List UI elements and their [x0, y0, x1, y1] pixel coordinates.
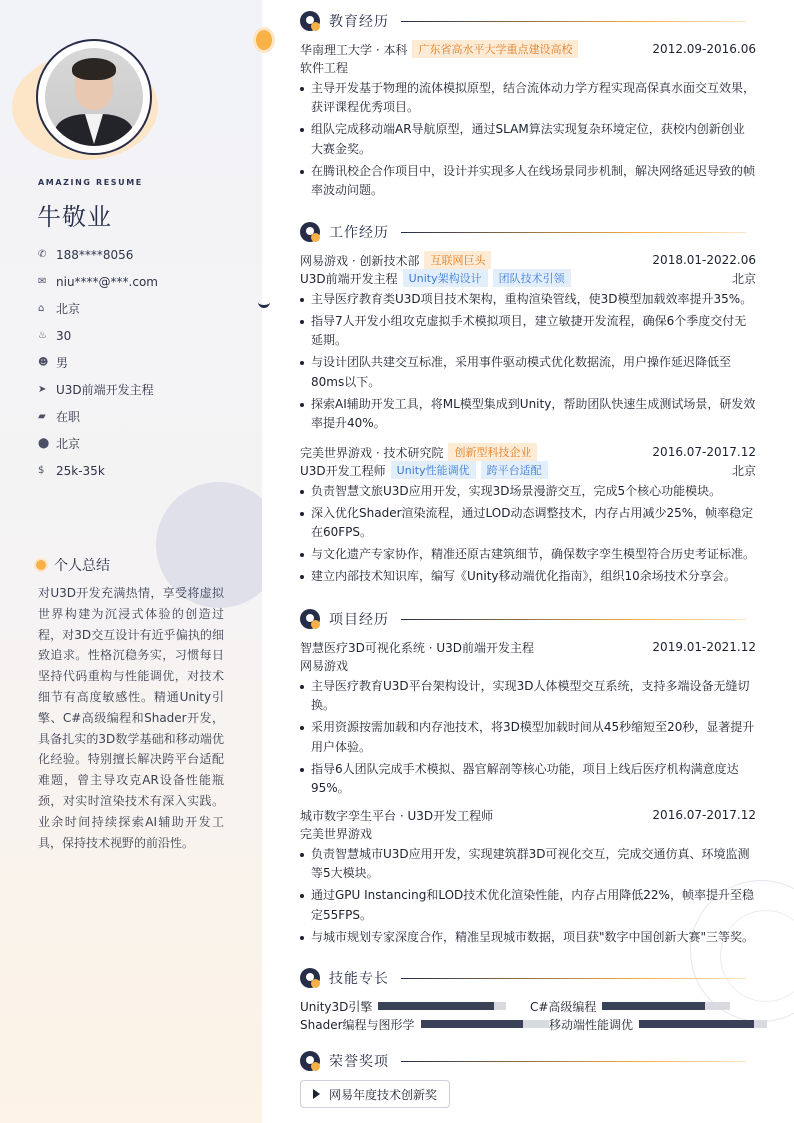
- skill-level-bar: [421, 1020, 549, 1028]
- company-name: 网易游戏 · 创新技术部: [300, 253, 420, 268]
- skill-level-bar: [602, 1002, 730, 1010]
- project-bullets: [300, 677, 756, 799]
- project-date: 2016.07-2017.12: [652, 808, 756, 822]
- projects-heading: [300, 609, 756, 629]
- skills-heading: [300, 968, 756, 988]
- skill-level-fill: [639, 1020, 754, 1028]
- summary-text: 对U3D开发充满热情，享受将虚拟世界构建为沉浸式体验的创造过程，对3D交互设计有近乎偏执的细致追求。性格沉稳务实，习惯每日坚持代码重构与性能调优，对技术细节有高度敏感性。精通Unity引擎、C#高级编程和Shader开发，具备扎实的3D数学基础和移动端优化经验。特别擅长解决跨平台适配难题，曾主导攻克AR设备性能瓶颈，对实时渲染技术有深入实践。业余时间持续探索AI辅助开发工具，保持技术视野的前沿性。: [38, 586, 224, 850]
- contact-row: [38, 241, 248, 268]
- job-bullet: 主导医疗教育类U3D项目技术架构，重构渲染管线，使3D模型加载效率提升35%。: [300, 290, 756, 310]
- contact-row: [38, 322, 248, 349]
- project-org-row: [300, 656, 756, 674]
- contact-row: [38, 457, 248, 484]
- cake-icon: ♨: [38, 330, 47, 341]
- contact-text: niu****@***.com: [56, 274, 158, 289]
- project-bullets: [300, 845, 756, 948]
- project-name: 城市数字孪生平台 · U3D开发工程师: [300, 808, 494, 823]
- award-name: 网易年度技术创新奖: [329, 1087, 438, 1102]
- sidebar: [0, 0, 262, 1123]
- company-tag: 互联网巨头: [424, 251, 491, 269]
- project-entry: [300, 638, 756, 799]
- education-heading: [300, 11, 756, 31]
- avatar-frame: [36, 39, 152, 155]
- education-bullets: [300, 79, 756, 201]
- contact-row: [38, 376, 248, 403]
- section-icon: [300, 222, 320, 242]
- education-bullet: 主导开发基于物理的流体模拟原型，结合流体动力学方程实现高保真水面交互效果，获评课程优秀项目。: [300, 79, 756, 118]
- project-date: 2019.01-2021.12: [652, 640, 756, 654]
- major: 软件工程: [300, 60, 349, 75]
- skill-item: [300, 1015, 549, 1033]
- school-name: 华南理工大学 · 本科: [300, 42, 408, 57]
- section-divider: [401, 619, 746, 620]
- contact-row: [38, 403, 248, 430]
- project-name: 智慧医疗3D可视化系统 · U3D前端开发主程: [300, 640, 534, 655]
- job-bullet: 与文化遗产专家协作，精准还原古建筑细节，确保数字孪生模型符合历史考证标准。: [300, 545, 756, 565]
- job-bullet: 指导7人开发小组攻克虚拟手术模拟项目，建立敏捷开发流程，确保6个季度交付无延期。: [300, 312, 756, 351]
- summary-title: 个人总结: [54, 558, 110, 574]
- education-date: 2012.09-2016.06: [652, 42, 756, 56]
- skill-tag: 跨平台适配: [481, 461, 548, 479]
- section-icon: [300, 968, 320, 988]
- contact-text: 188****8056: [56, 247, 134, 262]
- contact-list: [38, 241, 248, 484]
- company-name: 完美世界游戏 · 技术研究院: [300, 445, 444, 460]
- job-company-group: [300, 251, 491, 269]
- education-entry: [300, 40, 756, 201]
- avatar: [45, 48, 143, 146]
- section-title: 工作经历: [329, 225, 389, 241]
- contact-text: 北京: [56, 302, 81, 316]
- project-org: 完美世界游戏: [300, 826, 373, 841]
- job-entry: [300, 443, 756, 587]
- phone-icon: ✆: [38, 249, 47, 260]
- school-tag: 广东省高水平大学重点建设高校: [412, 40, 578, 58]
- project-header: [300, 638, 756, 656]
- contact-text: 男: [56, 356, 69, 370]
- job-date: 2018.01-2022.06: [652, 253, 756, 267]
- candidate-name: 牛敬业: [37, 203, 112, 231]
- job-entry: [300, 251, 756, 434]
- skill-item: [300, 997, 506, 1015]
- location-pin-icon: ⬤: [38, 438, 50, 449]
- summary-heading: [36, 555, 110, 575]
- job-bullet: 深入优化Shader渲染流程，通过LOD动态调整技术，内存占用减少25%，帧率稳定在60FPS。: [300, 504, 756, 543]
- award-badge: [300, 1080, 450, 1108]
- skill-level-bar: [378, 1002, 506, 1010]
- contact-row: [38, 349, 248, 376]
- job-bullets: [300, 290, 756, 434]
- contact-text: 北京: [56, 437, 81, 451]
- section-title: 项目经历: [329, 612, 389, 628]
- project-org: 网易游戏: [300, 658, 349, 673]
- skill-tag: Unity架构设计: [403, 269, 488, 287]
- job-bullet: 建立内部技术知识库，编写《Unity移动端优化指南》，组织10余场技术分享会。: [300, 567, 756, 587]
- contact-row: [38, 268, 248, 295]
- job-bullet: 探索AI辅助开发工具，将ML模型集成到Unity，帮助团队快速生成测试场景，研发效率提升40%。: [300, 395, 756, 434]
- job-company-group: [300, 443, 537, 461]
- section-divider: [401, 1061, 746, 1062]
- section-title: 教育经历: [329, 14, 389, 30]
- company-tag: 创新型科技企业: [448, 443, 537, 461]
- section-divider: [401, 21, 746, 22]
- section-divider: [401, 978, 746, 979]
- job-role: U3D开发工程师: [300, 463, 386, 478]
- project-bullet: 与城市规划专家深度合作，精准呈现城市数据，项目获"数字中国创新大赛"三等奖。: [300, 928, 756, 948]
- contact-row: [38, 295, 248, 322]
- mail-icon: ✉: [38, 276, 47, 287]
- skill-level-fill: [378, 1002, 493, 1010]
- job-bullets: [300, 482, 756, 587]
- home-icon: ⌂: [38, 303, 45, 314]
- job-date: 2016.07-2017.12: [652, 445, 756, 459]
- contact-text: 30: [56, 328, 72, 343]
- project-org-row: [300, 824, 756, 842]
- salary-icon: $: [38, 465, 45, 476]
- skill-name: Unity3D引擎: [300, 999, 373, 1014]
- resume-tagline: AMAZING RESUME: [38, 178, 143, 187]
- section-title: 技能专长: [329, 971, 389, 987]
- contact-text: 在职: [56, 410, 81, 424]
- project-header: [300, 806, 756, 824]
- project-bullet: 通过GPU Instancing和LOD技术优化渲染性能，内存占用降低22%，帧率提升至稳定55FPS。: [300, 886, 756, 925]
- section-divider: [401, 232, 746, 233]
- skill-item: [530, 997, 730, 1015]
- job-role: U3D前端开发主程: [300, 271, 398, 286]
- project-bullet: 负责智慧城市U3D应用开发，实现建筑群3D可视化交互，完成交通仿真、环境监测等5大模块。: [300, 845, 756, 884]
- skill-name: Shader编程与图形学: [300, 1017, 415, 1032]
- section-icon: [300, 609, 320, 629]
- job-role-row: [300, 269, 756, 287]
- awards-heading: [300, 1051, 756, 1071]
- job-city: 北京: [731, 463, 756, 478]
- skill-level-fill: [421, 1020, 523, 1028]
- project-entry: [300, 806, 756, 947]
- briefcase-icon: ▰: [38, 411, 46, 422]
- education-bullet: 组队完成移动端AR导航原型，通过SLAM算法实现复杂环境定位，获校内创新创业大赛金奖。: [300, 120, 756, 159]
- job-bullet: 负责智慧文旅U3D应用开发，实现3D场景漫游交互，完成5个核心功能模块。: [300, 482, 756, 502]
- skill-name: 移动端性能调优: [549, 1017, 634, 1032]
- job-role-row: [300, 461, 756, 479]
- job-city: 北京: [731, 271, 756, 286]
- job-bullet: 与设计团队共建交互标准，采用事件驱动模式优化数据流，用户操作延迟降低至80ms以下。: [300, 353, 756, 392]
- project-bullet: 指导6人团队完成手术模拟、器官解剖等核心功能，项目上线后医疗机构满意度达95%。: [300, 760, 756, 799]
- section-title: 荣誉奖项: [329, 1054, 389, 1070]
- skill-level-bar: [639, 1020, 767, 1028]
- job-role-group: [300, 269, 571, 287]
- send-icon: ➤: [38, 384, 47, 395]
- skill-name: C#高级编程: [530, 999, 597, 1014]
- contact-text: U3D前端开发主程: [56, 383, 154, 397]
- decorative-arc: [258, 296, 270, 308]
- gender-icon: ☻: [38, 357, 49, 368]
- work-heading: [300, 222, 756, 242]
- section-icon: [300, 11, 320, 31]
- section-icon: [300, 1051, 320, 1071]
- decorative-dot: [256, 30, 272, 50]
- job-header: [300, 251, 756, 269]
- job-role-group: [300, 461, 548, 479]
- education-bullet: 在腾讯校企合作项目中，设计并实现多人在线场景同步机制，解决网络延迟导致的帧率波动问题。: [300, 162, 756, 201]
- skill-item: [549, 1015, 767, 1033]
- skill-tag: 团队技术引领: [493, 269, 571, 287]
- job-header: [300, 443, 756, 461]
- contact-row: [38, 430, 248, 457]
- contact-text: 25k-35k: [56, 463, 105, 478]
- skill-tag: Unity性能调优: [391, 461, 476, 479]
- skill-level-fill: [602, 1002, 704, 1010]
- project-bullet: 主导医疗教育U3D平台架构设计，实现3D人体模型交互系统，支持多端设备无缝切换。: [300, 677, 756, 716]
- play-triangle-icon: [313, 1089, 320, 1099]
- bullet-dot-icon: [36, 560, 46, 570]
- project-bullet: 采用资源按需加载和内存池技术，将3D模型加载时间从45秒缩短至20秒，显著提升用户体验。: [300, 718, 756, 757]
